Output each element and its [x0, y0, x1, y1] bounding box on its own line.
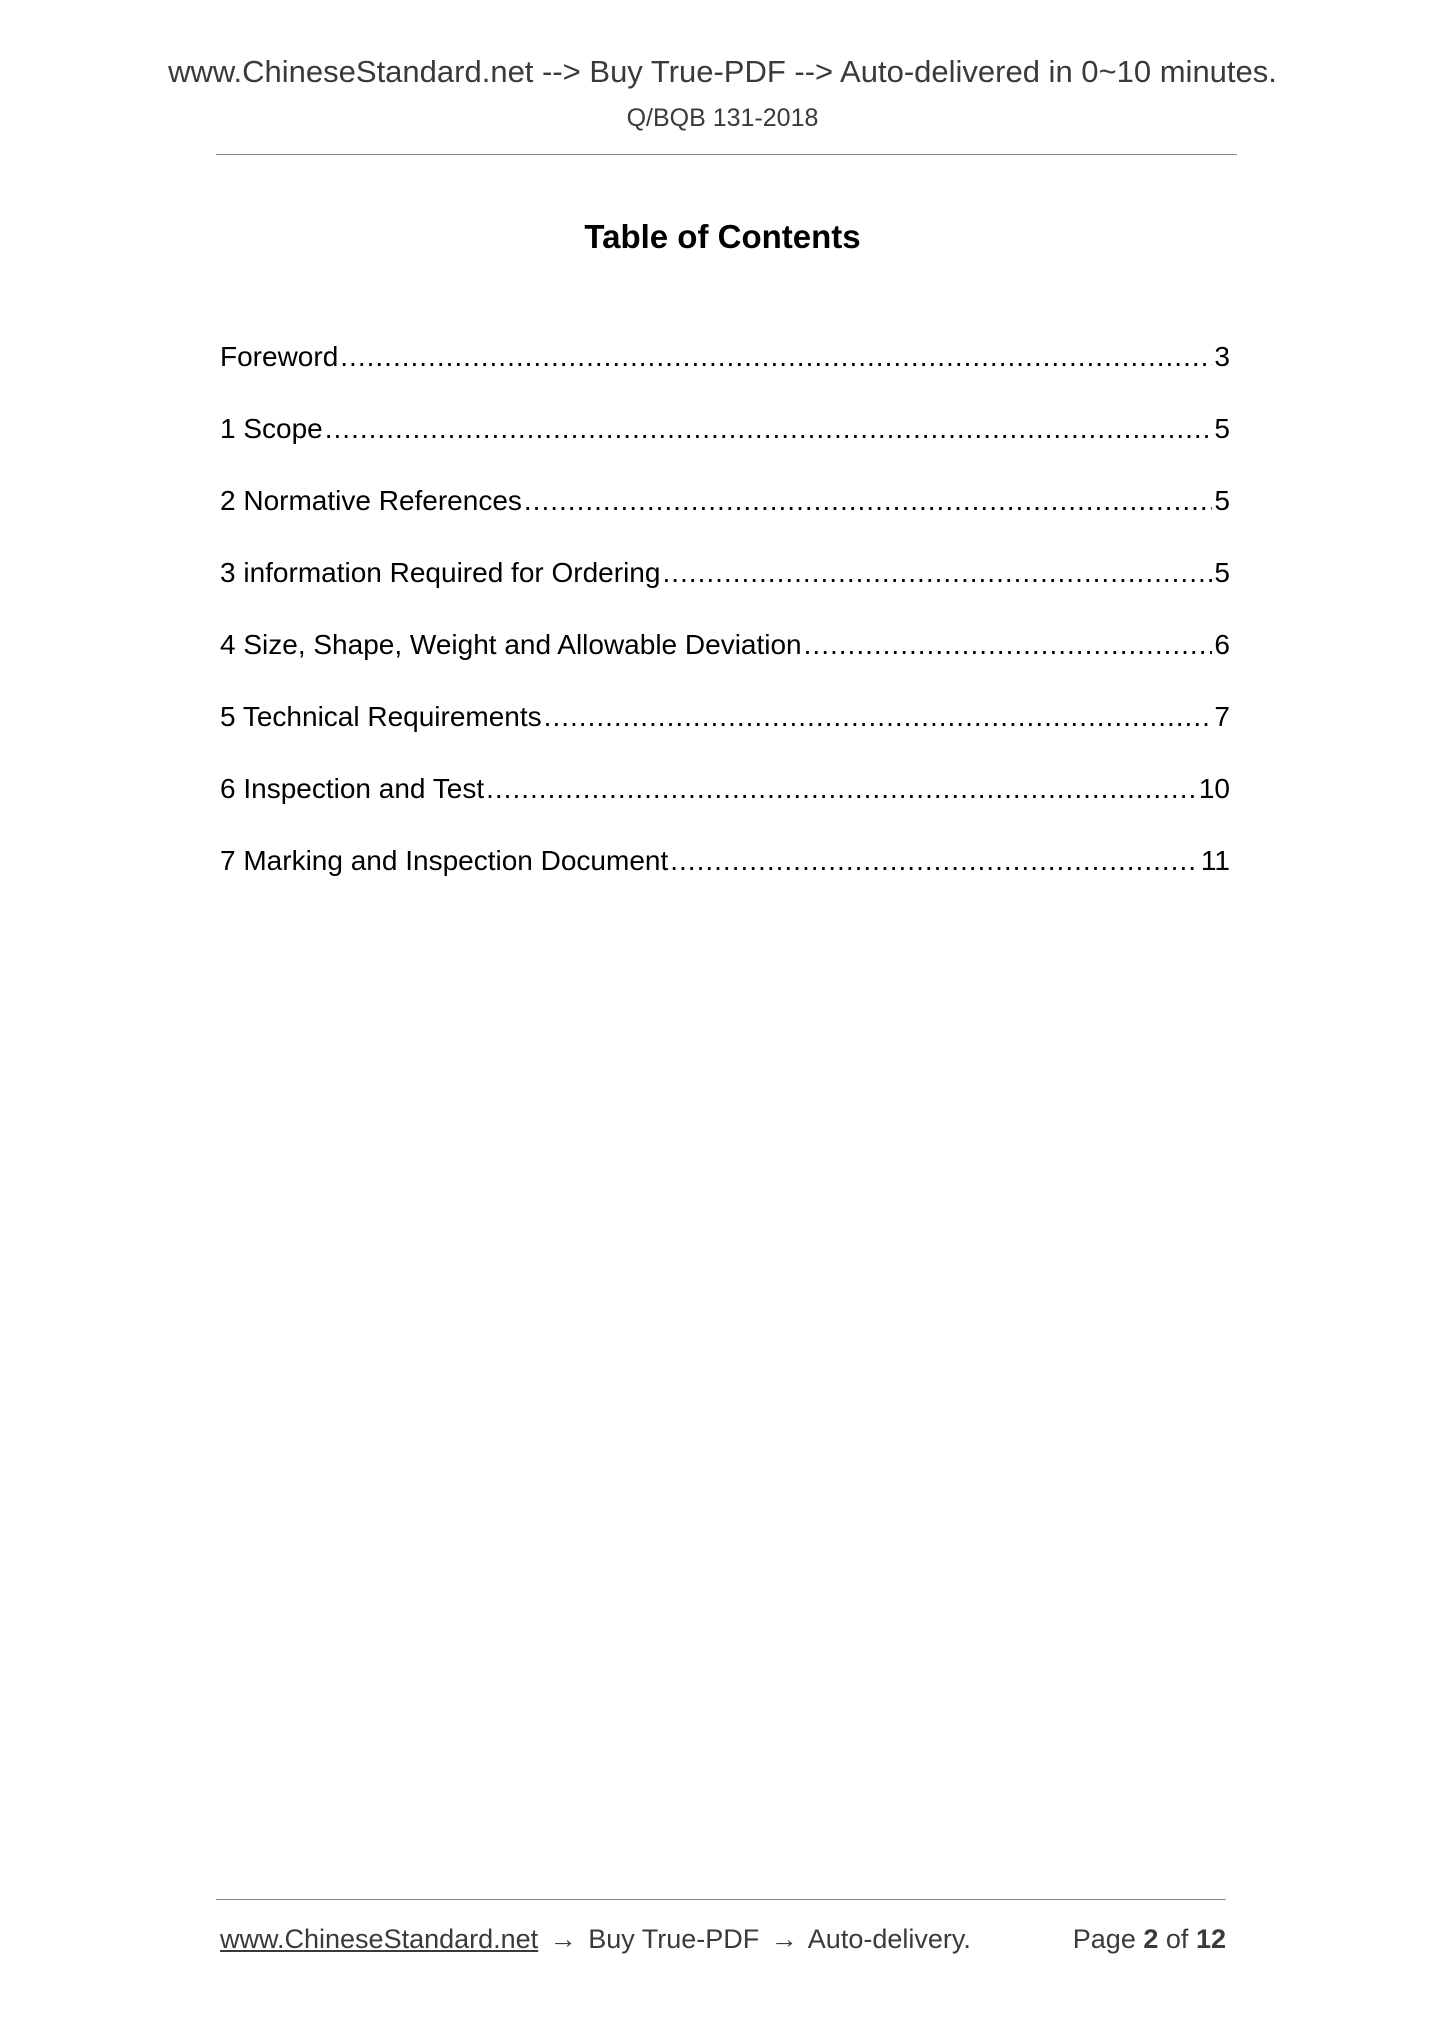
toc-entry-page: 5 — [1214, 413, 1230, 444]
current-page-number: 2 — [1143, 1924, 1159, 1954]
toc-entry-normative-references[interactable] — [220, 483, 1230, 555]
page-word: Page — [1072, 1924, 1136, 1954]
toc-leader-dots — [325, 411, 1213, 447]
footer-promo — [220, 1921, 971, 1957]
toc-entry-page: 5 — [1214, 485, 1230, 516]
toc-entry-ordering-information[interactable] — [220, 555, 1230, 627]
toc-entry-page: 3 — [1214, 341, 1230, 372]
toc-entry-page: 5 — [1214, 557, 1230, 588]
toc-leader-dots — [804, 627, 1213, 663]
of-word: of — [1165, 1924, 1189, 1954]
toc-entry-inspection-and-test[interactable] — [220, 771, 1230, 843]
toc-entry-label: 7 Marking and Inspection Document — [220, 845, 669, 876]
toc-entry-label: 4 Size, Shape, Weight and Allowable Deviation — [220, 629, 802, 660]
header-divider — [216, 154, 1237, 155]
toc-entry-technical-requirements[interactable] — [220, 699, 1230, 771]
toc-entry-page: 6 — [1214, 629, 1230, 660]
document-code: Q/BQB 131-2018 — [626, 104, 819, 132]
toc-leader-dots — [544, 699, 1213, 735]
toc-entry-label: 3 information Required for Ordering — [220, 557, 661, 588]
footer-site-link[interactable]: www.ChineseStandard.net — [220, 1924, 539, 1954]
toc-entry-marking-and-inspection[interactable] — [220, 843, 1230, 915]
footer-buy-text: Buy True-PDF — [588, 1924, 760, 1954]
total-page-count: 12 — [1195, 1924, 1226, 1954]
toc-leader-dots — [524, 483, 1213, 519]
toc-entry-label: 2 Normative References — [220, 485, 522, 516]
toc-entry-label: Foreword — [220, 341, 339, 372]
toc-leader-dots — [486, 771, 1197, 807]
footer-delivery-text: Auto-delivery. — [807, 1924, 971, 1954]
toc-entry-label: 5 Technical Requirements — [220, 701, 542, 732]
right-arrow-icon: → — [549, 1924, 577, 1954]
toc-title: Table of Contents — [584, 218, 861, 255]
toc-list — [220, 339, 1230, 915]
right-arrow-icon: → — [770, 1924, 798, 1954]
footer-divider — [216, 1899, 1226, 1900]
toc-entry-foreword[interactable] — [220, 339, 1230, 411]
toc-entry-size-shape-weight[interactable] — [220, 627, 1230, 699]
toc-entry-label: 6 Inspection and Test — [220, 773, 485, 804]
toc-entry-page: 10 — [1198, 773, 1230, 804]
toc-leader-dots — [340, 339, 1212, 375]
toc-leader-dots — [662, 555, 1212, 591]
page-footer — [220, 1921, 1226, 1957]
top-banner[interactable]: www.ChineseStandard.net --> Buy True-PDF --> Auto-delivered in 0~10 minutes. — [168, 54, 1277, 89]
toc-entry-page: 11 — [1200, 845, 1230, 876]
toc-entry-label: 1 Scope — [220, 413, 323, 444]
toc-entry-scope[interactable] — [220, 411, 1230, 483]
page-number-indicator — [1073, 1921, 1226, 1957]
toc-entry-page: 7 — [1214, 701, 1230, 732]
toc-leader-dots — [670, 843, 1199, 879]
